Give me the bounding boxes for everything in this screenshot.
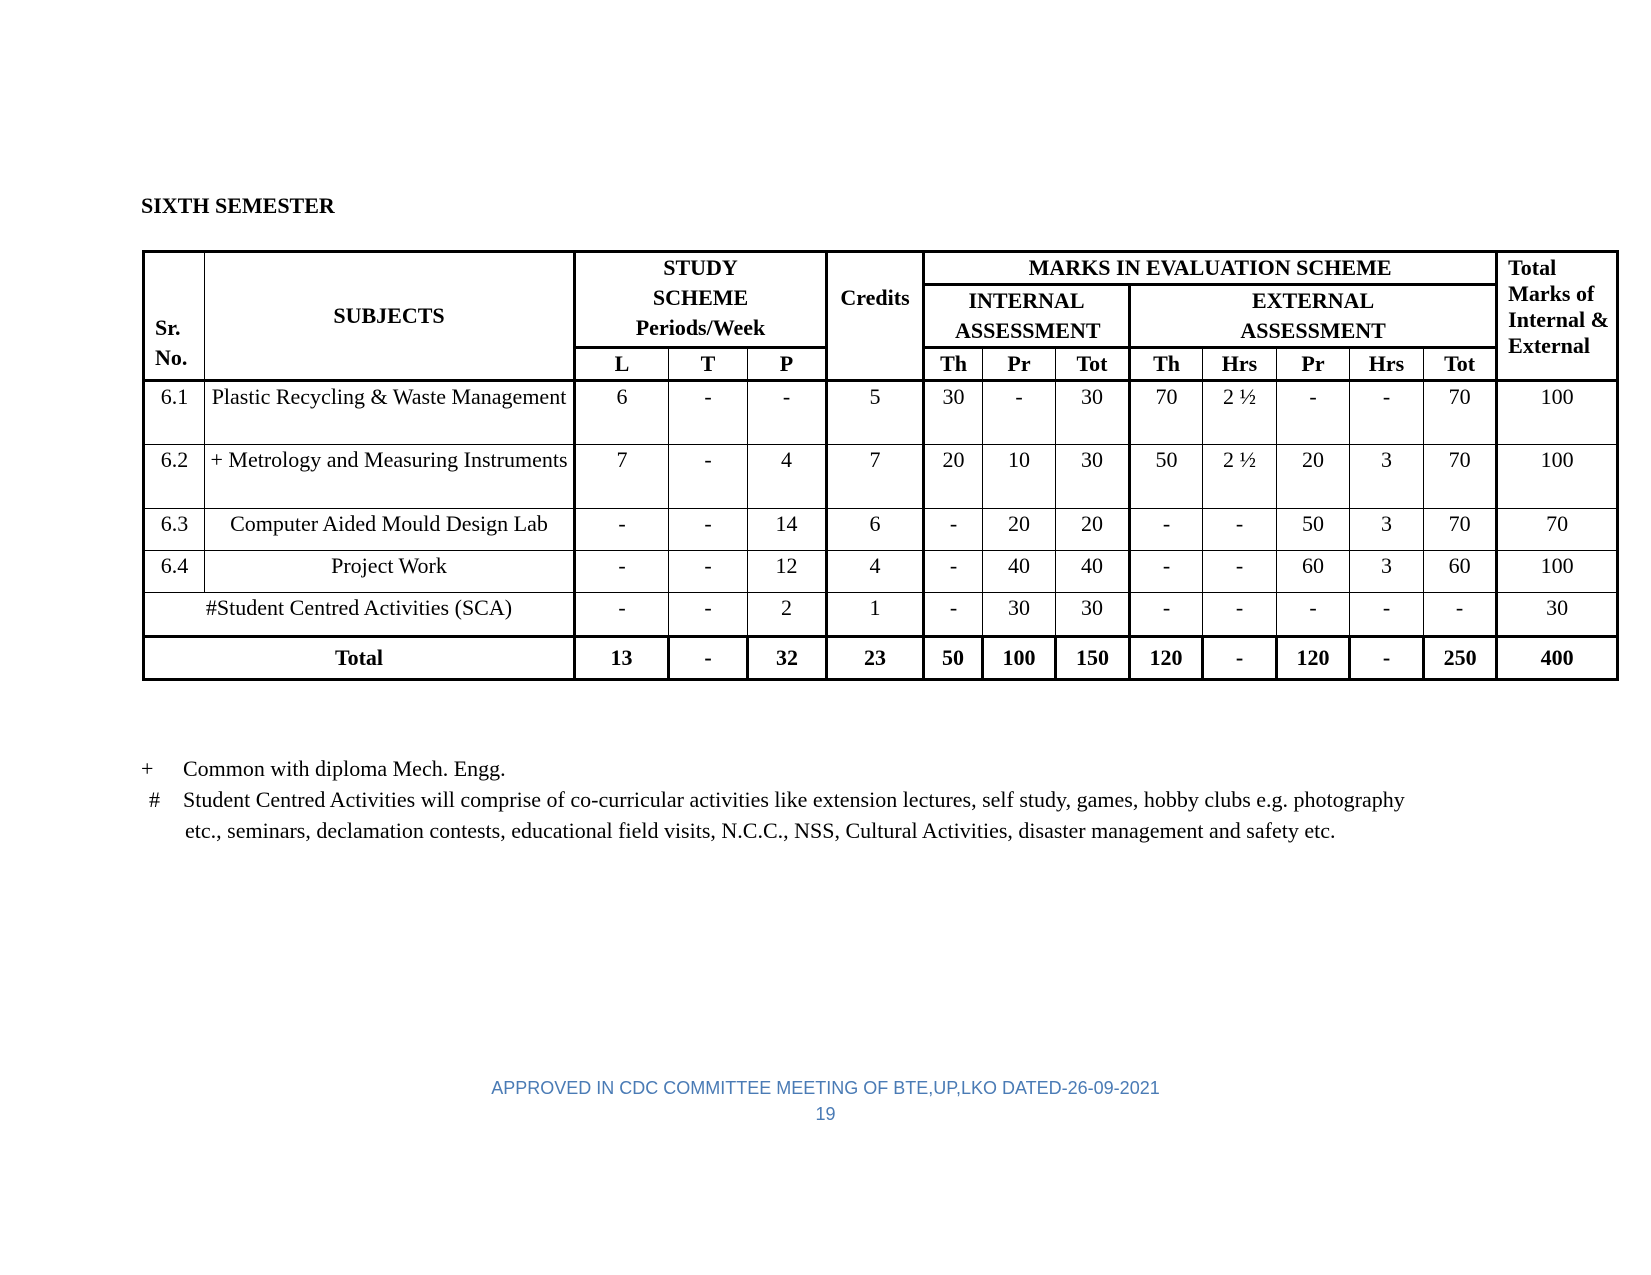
int-pr-cell: 40: [983, 551, 1056, 593]
ext-hrs-cell: -: [1203, 593, 1277, 637]
footnotes: [141, 753, 1405, 846]
int-th-cell: -: [924, 593, 983, 637]
total-l: 13: [575, 637, 669, 680]
ext-tot-cell: 70: [1424, 509, 1497, 551]
subject-cell: Computer Aided Mould Design Lab: [205, 509, 575, 551]
table-row: [144, 381, 1618, 445]
page-footer: [0, 1075, 1651, 1127]
subject-cell: Plastic Recycling & Waste Management: [205, 381, 575, 445]
col-ext-tot-header: Tot: [1424, 348, 1497, 381]
int-tot-cell: 20: [1056, 509, 1130, 551]
total-p: 32: [748, 637, 827, 680]
l-cell: -: [575, 593, 669, 637]
credits-cell: 7: [827, 445, 924, 509]
ext-pr-hrs-cell: 3: [1350, 551, 1424, 593]
l-cell: 6: [575, 381, 669, 445]
total-int-tot: 150: [1056, 637, 1130, 680]
t-cell: -: [669, 381, 748, 445]
credits-cell: 6: [827, 509, 924, 551]
sr-no-label: Sr. No.: [155, 315, 188, 370]
ext-th-cell: -: [1130, 509, 1203, 551]
subject-cell: + Metrology and Measuring Instruments: [205, 445, 575, 509]
ext-pr-cell: -: [1277, 593, 1350, 637]
sr-cell: 6.1: [144, 381, 205, 445]
int-pr-cell: 30: [983, 593, 1056, 637]
p-cell: 14: [748, 509, 827, 551]
total-label: Total: [144, 637, 575, 680]
subject-cell: #Student Centred Activities (SCA): [144, 593, 575, 637]
int-tot-cell: 30: [1056, 445, 1130, 509]
col-int-pr-header: Pr: [983, 348, 1056, 381]
sr-no-header: [144, 252, 205, 381]
col-ext-hrs-header: Hrs: [1203, 348, 1277, 381]
ext-pr-hrs-cell: 3: [1350, 445, 1424, 509]
total-grand: 400: [1497, 637, 1618, 680]
total-marks-header: Total Marks of Internal & External: [1497, 252, 1618, 381]
int-th-cell: 30: [924, 381, 983, 445]
footnote-plus: [141, 753, 1405, 784]
approval-note: APPROVED IN CDC COMMITTEE MEETING OF BTE,UP,LKO DATED-26-09-2021: [491, 1078, 1160, 1098]
ext-pr-cell: 50: [1277, 509, 1350, 551]
p-cell: -: [748, 381, 827, 445]
ext-hrs-cell: -: [1203, 551, 1277, 593]
total-ext-pr-hrs: -: [1350, 637, 1424, 680]
table-row: [144, 445, 1618, 509]
ext-th-cell: 70: [1130, 381, 1203, 445]
ext-hrs-cell: 2 ½: [1203, 445, 1277, 509]
footnote-symbol: #: [149, 787, 160, 812]
col-ext-th-header: Th: [1130, 348, 1203, 381]
p-cell: 4: [748, 445, 827, 509]
ext-pr-hrs-cell: -: [1350, 381, 1424, 445]
col-ext-pr-hrs-header: Hrs: [1350, 348, 1424, 381]
total-ext-th: 120: [1130, 637, 1203, 680]
ext-th-cell: -: [1130, 593, 1203, 637]
footnote-text: Common with diploma Mech. Engg.: [183, 756, 506, 781]
sr-cell: 6.3: [144, 509, 205, 551]
internal-assessment-header: INTERNAL ASSESSMENT: [924, 285, 1130, 348]
t-cell: -: [669, 509, 748, 551]
int-tot-cell: 40: [1056, 551, 1130, 593]
footnote-text: Student Centred Activities will comprise of co-curricular activities like extension lectures, self study, games, hobby clubs e.g. photography: [183, 787, 1405, 812]
table-row: [144, 509, 1618, 551]
total-t: -: [669, 637, 748, 680]
total-row: [144, 637, 1618, 680]
external-assessment-header: EXTERNAL ASSESSMENT: [1130, 285, 1497, 348]
int-pr-cell: -: [983, 381, 1056, 445]
ext-th-cell: -: [1130, 551, 1203, 593]
ext-pr-hrs-cell: 3: [1350, 509, 1424, 551]
col-p-header: P: [748, 348, 827, 381]
table-row: [144, 551, 1618, 593]
sr-cell: 6.2: [144, 445, 205, 509]
total-cell: 30: [1497, 593, 1618, 637]
page-number: 19: [815, 1104, 836, 1124]
ext-th-cell: 50: [1130, 445, 1203, 509]
study-scheme-header: STUDY SCHEME Periods/Week: [575, 252, 827, 348]
t-cell: -: [669, 445, 748, 509]
subjects-header: SUBJECTS: [205, 252, 575, 381]
table-row: [144, 593, 1618, 637]
int-pr-cell: 10: [983, 445, 1056, 509]
int-th-cell: -: [924, 551, 983, 593]
col-l-header: L: [575, 348, 669, 381]
p-cell: 2: [748, 593, 827, 637]
ext-pr-cell: -: [1277, 381, 1350, 445]
total-cell: 70: [1497, 509, 1618, 551]
ext-hrs-cell: -: [1203, 509, 1277, 551]
ext-tot-cell: 60: [1424, 551, 1497, 593]
t-cell: -: [669, 593, 748, 637]
ext-tot-cell: -: [1424, 593, 1497, 637]
ext-tot-cell: 70: [1424, 445, 1497, 509]
p-cell: 12: [748, 551, 827, 593]
int-th-cell: 20: [924, 445, 983, 509]
sr-cell: 6.4: [144, 551, 205, 593]
total-int-th: 50: [924, 637, 983, 680]
footnote-symbol: +: [141, 756, 154, 781]
total-cell: 100: [1497, 381, 1618, 445]
credits-cell: 4: [827, 551, 924, 593]
subject-cell: Project Work: [205, 551, 575, 593]
footnote-hash: [141, 784, 1405, 815]
col-t-header: T: [669, 348, 748, 381]
credits-header: Credits: [827, 252, 924, 381]
total-cell: 100: [1497, 551, 1618, 593]
total-ext-tot: 250: [1424, 637, 1497, 680]
ext-pr-cell: 20: [1277, 445, 1350, 509]
int-th-cell: -: [924, 509, 983, 551]
ext-pr-hrs-cell: -: [1350, 593, 1424, 637]
footnote-hash-continuation: etc., seminars, declamation contests, educational field visits, N.C.C., NSS, Cultural Activities, disaster management and safety etc.: [185, 818, 1336, 843]
total-cell: 100: [1497, 445, 1618, 509]
header-row-1: [144, 252, 1618, 285]
total-credits: 23: [827, 637, 924, 680]
col-int-tot-header: Tot: [1056, 348, 1130, 381]
ext-pr-cell: 60: [1277, 551, 1350, 593]
total-ext-pr: 120: [1277, 637, 1350, 680]
credits-cell: 1: [827, 593, 924, 637]
t-cell: -: [669, 551, 748, 593]
evaluation-scheme-table: [142, 250, 1619, 681]
page-heading: SIXTH SEMESTER: [141, 193, 335, 218]
credits-cell: 5: [827, 381, 924, 445]
int-tot-cell: 30: [1056, 381, 1130, 445]
total-ext-hrs: -: [1203, 637, 1277, 680]
l-cell: -: [575, 551, 669, 593]
l-cell: -: [575, 509, 669, 551]
marks-scheme-header: MARKS IN EVALUATION SCHEME: [924, 252, 1497, 285]
l-cell: 7: [575, 445, 669, 509]
int-tot-cell: 30: [1056, 593, 1130, 637]
col-int-th-header: Th: [924, 348, 983, 381]
total-int-pr: 100: [983, 637, 1056, 680]
ext-tot-cell: 70: [1424, 381, 1497, 445]
ext-hrs-cell: 2 ½: [1203, 381, 1277, 445]
col-ext-pr-header: Pr: [1277, 348, 1350, 381]
int-pr-cell: 20: [983, 509, 1056, 551]
